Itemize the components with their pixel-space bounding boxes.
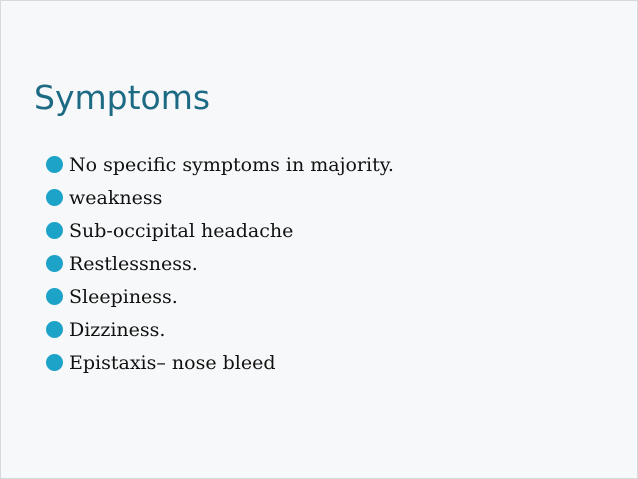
bullet-circle-icon xyxy=(46,354,63,371)
bullet-circle-icon xyxy=(46,189,63,206)
bullet-item xyxy=(46,346,394,379)
bullet-circle-icon xyxy=(46,222,63,239)
bullet-item xyxy=(46,148,394,181)
bullet-item xyxy=(46,280,394,313)
bullet-list xyxy=(46,148,394,379)
bullet-circle-icon xyxy=(46,255,63,272)
bullet-circle-icon xyxy=(46,288,63,305)
bullet-item xyxy=(46,181,394,214)
bullet-text: Restlessness. xyxy=(69,252,198,275)
bullet-text: Sub-occipital headache xyxy=(69,219,294,242)
bullet-item xyxy=(46,247,394,280)
bullet-circle-icon xyxy=(46,321,63,338)
bullet-circle-icon xyxy=(46,156,63,173)
slide-title: Symptoms xyxy=(34,78,211,117)
bullet-text: No specific symptoms in majority. xyxy=(69,153,394,176)
bullet-text: Sleepiness. xyxy=(69,285,178,308)
bullet-item xyxy=(46,313,394,346)
bullet-item xyxy=(46,214,394,247)
bullet-text: Epistaxis– nose bleed xyxy=(69,351,276,374)
bullet-text: Dizziness. xyxy=(69,318,166,341)
bullet-text: weakness xyxy=(69,186,163,209)
